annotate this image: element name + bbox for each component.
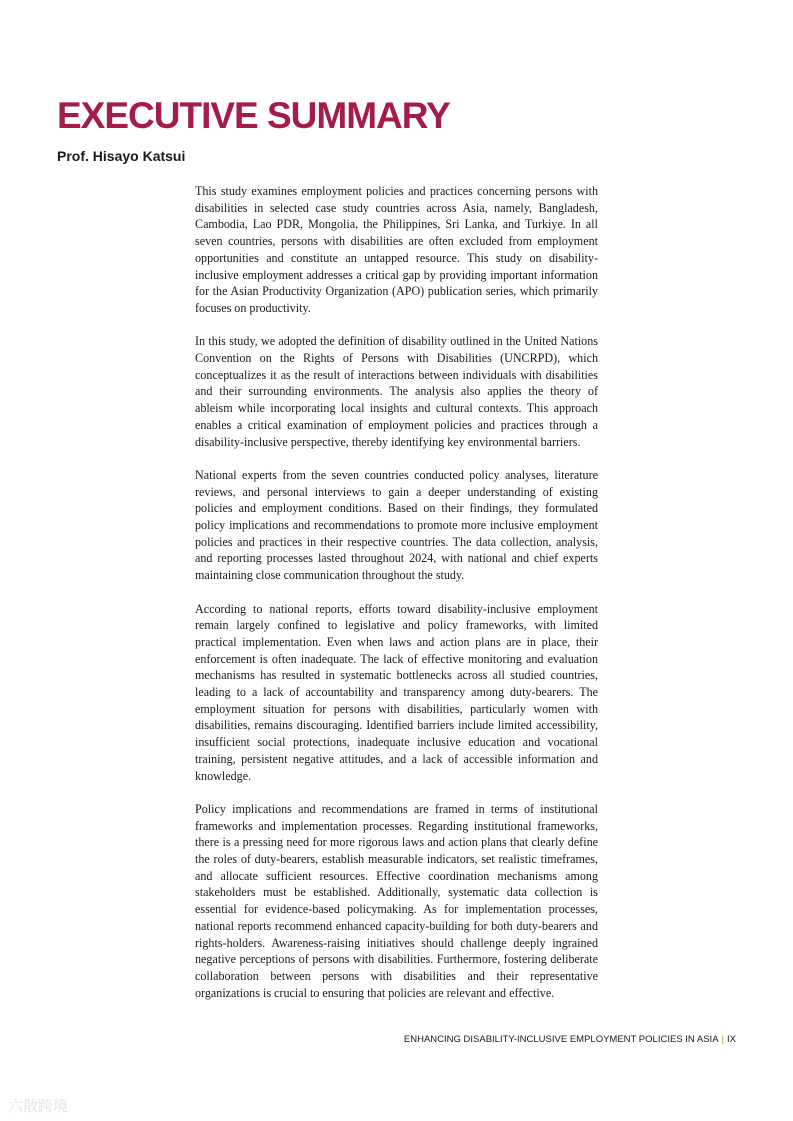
paragraph-3: National experts from the seven countries conducted policy analyses, literature reviews, and personal interviews to gain a deeper understanding of existing policies and employment conditions. Based on their findings, they formulated policy implications and recommendations to promote more inclusive employment policies and practices in their respective countries. The data collection, analysis, and reporting processes lasted throughout 2024, with national and chief experts maintaining close communication throughout the study. <box>195 467 598 583</box>
watermark-text: 六散跨境 <box>8 1097 69 1115</box>
watermark-logo <box>8 1095 68 1116</box>
paragraph-5: Policy implications and recommendations are framed in terms of institutional frameworks and implementation processes. Regarding institutional frameworks, there is a pressing need for more rigorous laws and action plans that clearly define the roles of duty-bearers, establish measurable indicators, set realistic timeframes, and allocate sufficient resources. Effective coordination mechanisms among stakeholders must be established. Additionally, systematic data collection is essential for evidence-based policymaking. As for implementation processes, national reports recommend enhanced capacity-building for both duty-bearers and rights-holders. Awareness-raising initiatives should challenge deeply ingrained negative perceptions of persons with disabilities. Furthermore, fostering deliberate collaboration between persons with disabilities and their representative organizations is crucial to ensuring that policies are relevant and effective. <box>195 801 598 1000</box>
page-number: IX <box>727 1034 736 1045</box>
paragraph-4: According to national reports, efforts toward disability-inclusive employment remain largely confined to legislative and policy frameworks, with limited practical implementation. Even when laws and action plans are in place, their enforcement is often inadequate. The lack of effective monitoring and evaluation mechanisms has resulted in systematic bottlenecks across all studied countries, leading to a lack of accountability and transparency among duty-bearers. The employment situation for persons with disabilities, particularly women with disabilities, remains discouraging. Identified barriers include limited accessibility, insufficient social protections, inadequate inclusive education and vocational training, persistent negative attitudes, and a lack of accessible information and knowledge. <box>195 601 598 783</box>
paragraph-2: In this study, we adopted the definition of disability outlined in the United Nations Convention on the Rights of Persons with Disabilities (UNCRPD), which conceptualizes it as the result of interactions between individuals with disabilities and their surrounding environments. The analysis also applies the theory of ableism while incorporating local insights and cultural contexts. This approach enables a critical examination of employment policies and practices through a disability-inclusive perspective, thereby identifying key environmental barriers. <box>195 334 598 449</box>
author-name: Prof. Hisayo Katsui <box>57 148 186 164</box>
page-title: EXECUTIVE SUMMARY <box>57 95 450 136</box>
running-title: ENHANCING DISABILITY-INCLUSIVE EMPLOYMENT POLICIES IN ASIA <box>403 1034 719 1045</box>
summary-body <box>195 183 598 1018</box>
footer-separator: | <box>721 1034 725 1045</box>
paragraph-1: This study examines employment policies and practices concerning persons with disabilities in selected case study countries across Asia, namely, Bangladesh, Cambodia, Lao PDR, Mongolia, the Philippines, Sri Lanka, and Turkiye. In all seven countries, persons with disabilities are often excluded from employment opportunities and constitute an untapped resource. This study on disability-inclusive employment addresses a critical gap by providing important information for the Asian Productivity Organization (APO) publication series, which primarily focuses on productivity. <box>195 184 598 315</box>
page-footer <box>404 1034 736 1045</box>
